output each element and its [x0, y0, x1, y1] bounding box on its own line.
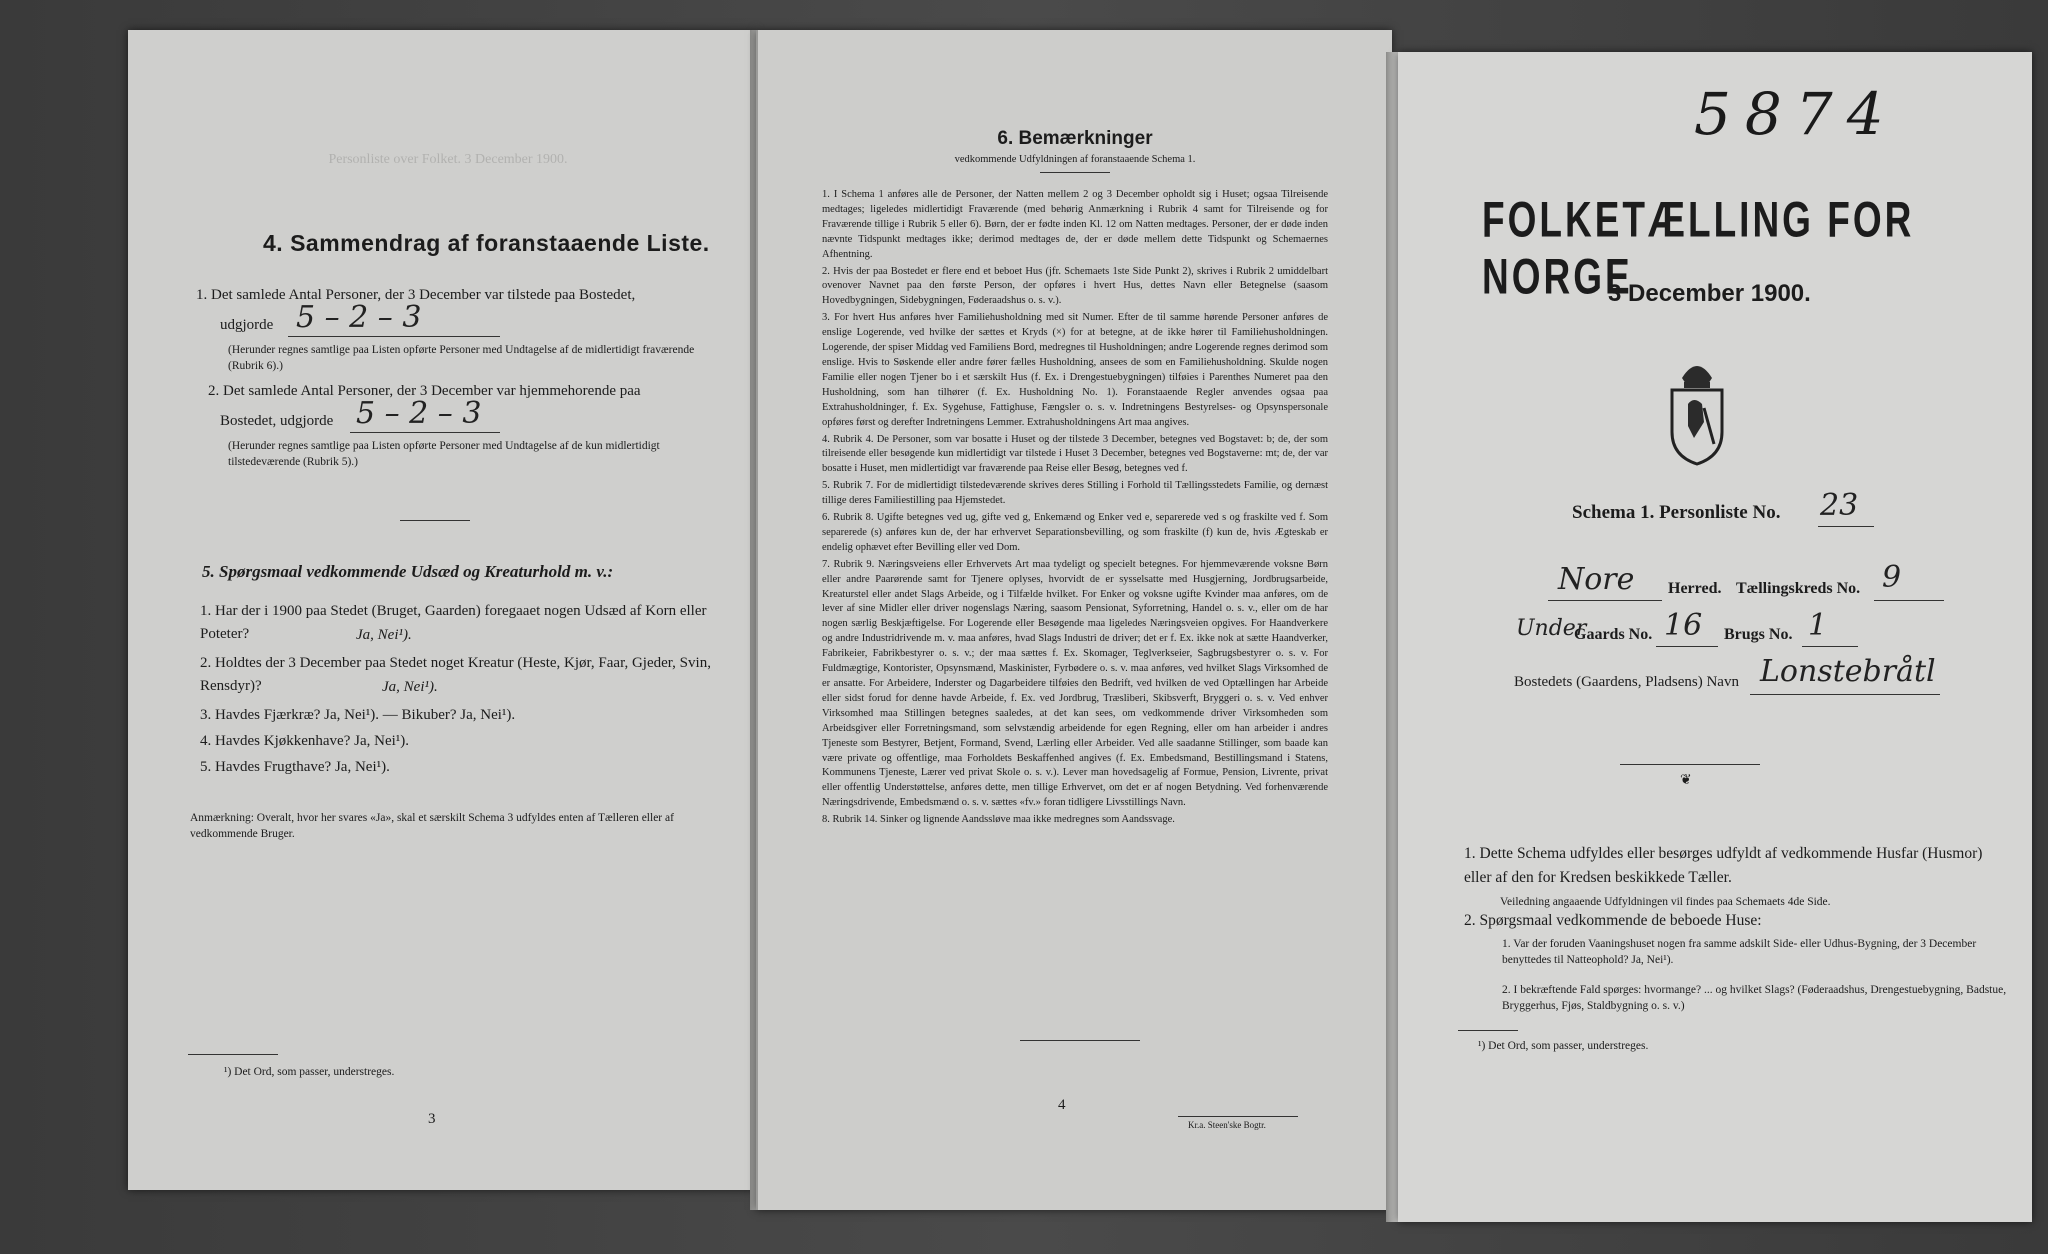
remark-item: 6. Rubrik 8. Ugifte betegnes ved ug, gifte ved g, Enkemænd og Enker ved e, separerede ved s og fraskilte ved f. Som separerede (s) anføres kun de, der har erhvervet Separationsbevilling, og som fraskilte (f) kun de, hvis Ægteskab er endelig ophævet efter Bevilling eller ved Dom. [822, 512, 1328, 553]
gaards-no: 16 [1664, 608, 1703, 643]
instruction-2-q2: 2. I bekræftende Fald spørges: hvormange? ... og hvilket Slags? (Føderaadshus, Drengestuebygning, Badstue, Bryggerhus, Fjøs, Staldbygning o. s. v.) [1502, 984, 2007, 1013]
left-page-number: 3 [428, 1111, 436, 1127]
middle-subtitle: vedkommende Udfyldningen af foranstaaende Schema 1. [954, 154, 1196, 165]
s5-q2-answer: Ja, Nei¹). [382, 679, 438, 695]
remark-item: 7. Rubrik 9. Næringsveiens eller Erhvervets Art maa tydeligt og specielt betegnes. For hjemmeværende voksne Børn eller andre Paarørende samt for Tjenere oplyses, hvorvidt de er sysselsatte med Husgjerning, Jordbrugsarbeide, Kreaturstel eller andet Slags Arbeide, og i Tilfælde hvilket. For Enker og voksne ugifte Kvinder maa anføres, om de lever af sine Midler eller driver nogenslags Næring, saasom Pensionat, Syforretning, Handel o. s. v., eller om de har nogen særlig Beskjæftigelse. For Logerende eller Besøgende maa ligeledes Næringsveien opgives. For Haandverkere og andre Industridrivende m. v. maa anføres, hvad Slags Industri de driver; det er f. Ex. ikke nok at sætte Haandverker, Fabrikeier, Fabrikbestyrer o. s. v.; der maa sættes f. Ex. Skomager, Teglverkseier, Sagbrugsbestyrer o. s. v. For Fuldmægtige, Kontorister, Opsynsmænd, Maskinister, Fyrbødere o. s. v. maa anføres, ved hvilket Slags Virksomhed de er ansatte. For Arbeidere, Inderster og Dagarbeidere tilføies den Bedrift, ved hvilken de ved Optællingen har Arbeide eller sidst forud for denne havde Arbeide, f. Ex. ved Jordbrug, Træsliberi, Skibsverft, Bryggeri o. s. v. Ved enhver Virksomhed maa Stillingen betegnes saaledes, at det kan sees, om vedkommende driver Virksomheden som Arbeidsgiver eller Forretningsmand, som selvstændig arbeidende for egen Regning, eller om han arbeider i andres Tjeneste som Bestyrer, Betjent, Formand, Svend, Lærling eller Arbeider. Ved alle saadanne Stillinger, som baade kan være private og offentlige, maa Forholdets Beskaffenhed angives (f. Ex. Embedsmand, Bestillingsmand i Statens, Kommunens Tjeneste, Lærer ved privat Skole o. s. v.). Lever man hovedsagelig af Formue, Pension, Livrente, privat eller offentlig Understøttelse, anføres dette, men tillige Erhvervet, om det er af nogen Betydning. Ved forhenværende Næringsdrivende, Embedsmænd o. s. v. sættes «fv.» foran tidligere Livsstillings Navn. [822, 558, 1328, 809]
schema-label: Schema 1. Personliste No. [1572, 502, 1781, 523]
herred-label: Herred. [1668, 580, 1722, 597]
instruction-1: 1. Dette Schema udfyldes eller besørges udfyldt af vedkommende Husfar (Husmor) eller af den for Kredsen beskikkede Tæller. [1464, 845, 1983, 887]
middle-page-number: 4 [1058, 1097, 1066, 1113]
q1-text: 1. Det samlede Antal Personer, der 3 December var tilstede paa Bostedet, [196, 287, 636, 303]
census-title: FOLKETÆLLING FOR NORGE [1482, 192, 1915, 305]
s5-q3: 3. Havdes Fjærkræ? Ja, Nei¹). — Bikuber? Ja, Nei¹). [200, 707, 516, 723]
section4-title: 4. Sammendrag af foranstaaende Liste. [263, 230, 710, 256]
q2-text: 2. Det samlede Antal Personer, der 3 December var hjemmehorende paa [208, 383, 641, 399]
faint-header-strip: Personliste over Folket. 3 December 1900. [328, 152, 568, 167]
census-date: 3 December 1900. [1608, 280, 1811, 307]
herred-value: Nore [1558, 562, 1635, 597]
q1-note: (Herunder regnes samtlige paa Listen opførte Personer med Undtagelse af de midlertidigt fraværende (Rubrik 6).) [228, 344, 695, 373]
remark-item: 2. Hvis der paa Bostedet er flere end et beboet Hus (jfr. Schemaets 1ste Side Punkt 2), skrives i Rubrik 2 umiddelbart ovenover Navnet paa den første Person, der opføres i hvert Hus, dettes Navn eller Betegnelse (saasom Hovedbygningen, Sidebygningen, Føderaadshus o. s. v.). [822, 265, 1328, 307]
instruction-2: 2. Spørgsmaal vedkommende de beboede Huse: [1464, 912, 1762, 929]
q2-label: Bostedet, udgjorde [220, 413, 334, 429]
remark-item: 1. I Schema 1 anføres alle de Personer, der Natten mellem 2 og 3 December opholdt sig i Huset; ogsaa Tilreisende medtages; ligeledes midlertidigt Fraværende (med behørig Anmærkning i Rubrik 4 samt for Tilreisende og for Fraværende tillige i Rubrik 5 eller 6). Børn, der er fødte inden Kl. 12 om Natten medtages. Personer, der er døde inden nævnte Tidspunkt medtages ikke; derimod medtages de, der er døde mellem dette Tidspunkt og Schemaernes Afhentning. [822, 189, 1328, 260]
archive-number: 5874 [1694, 80, 1898, 148]
left-footnote: ¹) Det Ord, som passer, understreges. [224, 1066, 395, 1078]
s5-q4: 4. Havdes Kjøkkenhave? Ja, Nei¹). [200, 733, 410, 749]
remark-item: 5. Rubrik 7. For de midlertidigt tilstedeværende skrives deres Stilling i Forhold til Tællingsstedets Familie, og dernæst tillige deres Familiestilling paa Hjemstedet. [822, 480, 1328, 507]
personliste-no: 23 [1820, 488, 1859, 523]
kreds-label: Tællingskreds No. [1736, 580, 1861, 597]
q1-label: udgjorde [220, 317, 274, 333]
under-value: Under [1516, 616, 1587, 641]
remark-item: 8. Rubrik 14. Sinker og lignende Aandssløve maa ikke medregnes som Aandssvage. [822, 814, 1175, 826]
q1-value: 5 – 2 – 3 [296, 300, 422, 335]
instruction-1-note: Veiledning angaaende Udfyldningen vil findes paa Schemaets 4de Side. [1500, 896, 1831, 908]
middle-page [756, 30, 1392, 1210]
gaards-label: Gaards No. [1574, 626, 1653, 643]
brugs-label: Brugs No. [1724, 626, 1793, 643]
s5-q5: 5. Havdes Frugthave? Ja, Nei¹). [200, 759, 390, 775]
page-fold-2 [1386, 52, 1398, 1222]
coat-of-arms-icon [1664, 348, 1730, 468]
bosted-value: Lonstebråtl [1760, 654, 1936, 689]
s5-q2: 2. Holdtes der 3 December paa Stedet noget Kreatur (Heste, Kjør, Faar, Gjeder, Svin, Rensdyr)? [200, 655, 711, 695]
section5-title: 5. Spørgsmaal vedkommende Udsæd og Kreaturhold m. v.: [202, 562, 614, 581]
middle-title: 6. Bemærkninger [997, 128, 1153, 149]
remark-item: 4. Rubrik 4. De Personer, som var bosatte i Huset og der tilstede 3 December, betegnes ved Bogstavet: b; de, der som tilreisende eller besøgende kun midlertidigt var tilstede i Huset 3 December, betegnes ved Bogstaverne: mt; de, der var bosatte i Huset, men midlertidigt var fraværende paa Reise eller Besøg, betegnes ved f. [822, 433, 1328, 475]
q2-note: (Herunder regnes samtlige paa Listen opførte Personer med Undtagelse af de kun midlertidigt tilstedeværende (Rubrik 5).) [228, 440, 660, 469]
right-page [1398, 52, 2032, 1222]
kreds-no: 9 [1882, 560, 1902, 595]
anmerkning: Anmærkning: Overalt, hvor her svares «Ja», skal et særskilt Schema 3 udfyldes enten af Tælleren eller af vedkommende Bruger. [190, 812, 674, 841]
brugs-no: 1 [1808, 608, 1828, 643]
instruction-2-q1: 1. Var der foruden Vaaningshuset nogen fra samme adskilt Side- eller Udhus-Bygning, der 3 December benyttedes til Natteophold? Ja, Nei¹). [1502, 938, 1977, 967]
left-page [128, 30, 756, 1190]
s5-q1: 1. Har der i 1900 paa Stedet (Bruget, Gaarden) foregaaet nogen Udsæd af Korn eller Poteter? [200, 603, 707, 643]
printer-credit: Kr.a. Steen'ske Bogtr. [1188, 1120, 1266, 1130]
remarks-list [822, 188, 1328, 830]
remark-item: 3. For hvert Hus anføres hver Familiehusholdning med sit Numer. Efter de til samme hørende Personer anføres de enslige Logerende, ved hvilke der sættes et Kryds (×) for at betegne, at de ikke hører til Familiehusholdningen. Logerende, der spiser Middag ved Familiens Bord, medregnes til Husholdningen; andre Logerende regnes derimod som enslige. Hvis to Søskende eller andre fører fælles Husholdning, ansees de som en Familiehusholdning. Skulde nogen Familie eller nogen Tjener bo i et særskilt Hus (f. Ex. i Drengestuebygningen) tilføies i Parenthes Numeret paa den Husholdning, som han tilhører (f. Ex. Husholdning No. 1). Foranstaaende Regler anvendes ogsaa paa Extrahusholdninger, f. Ex. Sygehuse, Fattighuse, Fængsler o. s. v. Indretningens Bestyrelses- og Opsynspersonale opføres først og derefter Indretningens Lemmer. Extrahusholdningens Art maa angives. [822, 312, 1328, 428]
right-footnote: ¹) Det Ord, som passer, understreges. [1478, 1040, 1649, 1052]
q2-value: 5 – 2 – 3 [356, 396, 482, 431]
s5-q1-answer: Ja, Nei¹). [356, 627, 412, 643]
bosted-label: Bostedets (Gaardens, Pladsens) Navn [1514, 674, 1739, 690]
ornament-icon: ❦ [1680, 773, 1692, 788]
